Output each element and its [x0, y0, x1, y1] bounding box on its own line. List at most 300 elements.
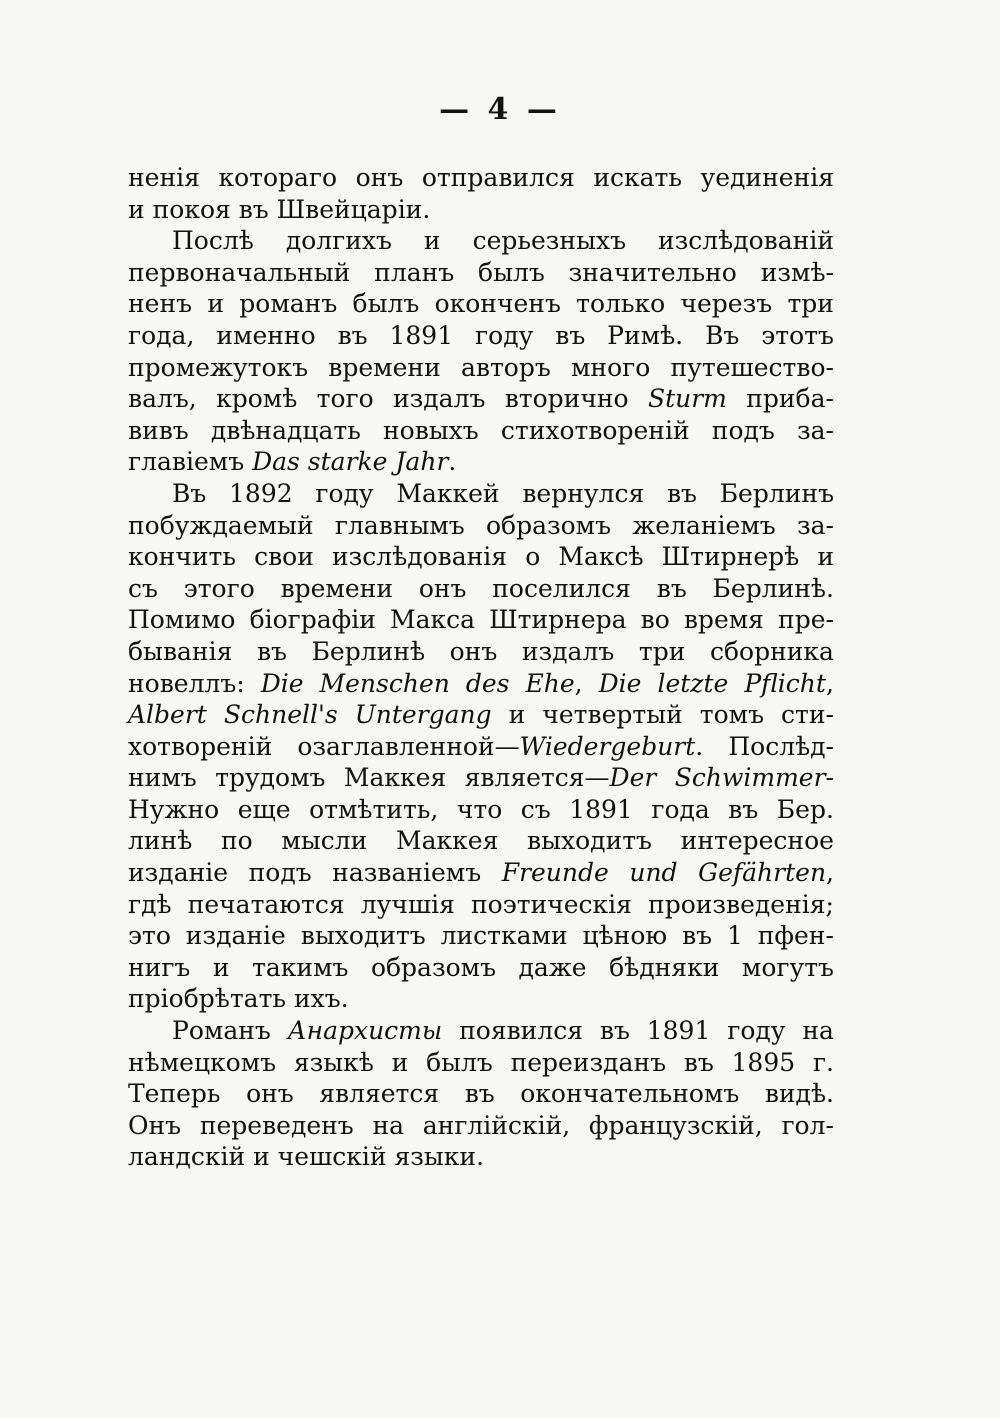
text: окончательномъ	[520, 1079, 740, 1109]
word	[239, 288, 337, 320]
word	[328, 352, 440, 384]
italic-text: Freunde	[501, 858, 609, 888]
text: за-	[796, 415, 834, 445]
text: главнымъ	[334, 510, 465, 540]
text: озаглавленной—	[297, 731, 520, 761]
word	[301, 920, 426, 952]
text: въ	[683, 1047, 714, 1077]
word	[371, 952, 496, 984]
text: нигъ	[128, 952, 191, 982]
text: нимъ	[128, 763, 197, 793]
text: первоначальный	[128, 257, 351, 287]
italic-text: Sturm	[647, 384, 727, 414]
text: Маккей	[396, 478, 500, 508]
word	[705, 320, 739, 352]
word	[128, 794, 219, 826]
word	[502, 857, 609, 889]
text: году	[315, 478, 374, 508]
text: что	[456, 794, 503, 824]
text: много	[570, 352, 651, 382]
text: свои	[254, 542, 314, 572]
word	[641, 604, 670, 636]
word	[671, 352, 834, 384]
text: .	[695, 731, 704, 761]
word	[761, 257, 834, 289]
word	[252, 952, 348, 984]
word	[813, 1047, 834, 1079]
text: бѣдняки	[609, 952, 720, 982]
word	[128, 541, 236, 573]
text: только	[576, 289, 666, 319]
word	[684, 1047, 714, 1079]
text-line	[128, 794, 834, 826]
text: черезъ	[680, 289, 773, 319]
text: онъ	[355, 163, 404, 192]
word	[172, 225, 254, 257]
text-line	[128, 889, 834, 921]
text: Нужно	[128, 794, 220, 824]
word	[128, 320, 194, 352]
text-line	[128, 383, 834, 415]
text: уединенія	[700, 163, 834, 192]
text: Теперь	[128, 1079, 221, 1109]
word	[435, 288, 561, 320]
text: мысли	[281, 826, 368, 856]
text: въ	[256, 636, 287, 666]
word	[319, 1078, 439, 1110]
word	[286, 225, 392, 257]
word	[583, 920, 668, 952]
text: 1892	[229, 478, 293, 508]
word	[461, 352, 551, 384]
word	[701, 162, 834, 194]
text: Берлинѣ.	[712, 573, 834, 603]
word	[186, 920, 286, 952]
text-line	[128, 257, 834, 289]
word	[700, 699, 764, 731]
text: на	[802, 1016, 834, 1046]
text: три	[787, 289, 834, 319]
word	[761, 320, 834, 352]
word	[254, 541, 314, 573]
italic-text: Die	[598, 668, 642, 698]
word	[128, 889, 172, 921]
italic-text: Анархисты	[287, 1016, 443, 1046]
word	[525, 541, 540, 573]
text: изданіе	[185, 921, 286, 951]
word	[758, 920, 834, 952]
text: прибa-	[746, 384, 834, 414]
word	[221, 825, 253, 857]
text-line	[128, 1015, 834, 1047]
word	[332, 541, 507, 573]
text: Послѣ	[172, 226, 254, 256]
word	[128, 668, 245, 700]
word	[509, 699, 526, 731]
text: листками	[440, 921, 568, 951]
italic-text: Schnell's	[223, 700, 338, 730]
word	[356, 162, 404, 194]
text: онъ	[449, 636, 498, 666]
text: выходитъ	[527, 826, 652, 856]
text: подъ	[248, 858, 312, 888]
word	[128, 383, 197, 415]
word	[727, 1015, 785, 1047]
italic-text: Die	[260, 668, 304, 698]
word	[589, 1110, 763, 1142]
text-segment: и покоя въ Швейцаріи.	[128, 194, 431, 224]
text: подъ	[711, 415, 775, 445]
text: новеллъ:	[128, 668, 245, 698]
word	[781, 1110, 833, 1142]
text: промежутокъ	[128, 352, 309, 382]
text: этого	[183, 573, 255, 603]
text: время	[683, 605, 764, 635]
word	[261, 668, 304, 700]
word	[797, 510, 834, 542]
italic-text: Ehe	[525, 668, 575, 698]
text: по	[221, 826, 253, 856]
text: Штирнерѣ	[661, 542, 800, 572]
word	[781, 699, 834, 731]
text: г.	[812, 1047, 834, 1077]
text: Маккея	[396, 826, 499, 856]
word	[246, 1078, 294, 1110]
word	[742, 952, 834, 984]
text: Романъ	[172, 1016, 271, 1046]
word	[713, 573, 834, 605]
word	[215, 762, 325, 794]
text-segment: пріобрѣтать ихъ.	[128, 984, 349, 1014]
word	[629, 857, 677, 889]
text-line	[128, 857, 834, 889]
text-line	[128, 415, 834, 447]
text: желаніемъ	[632, 510, 776, 540]
word	[609, 952, 719, 984]
text: Въ	[172, 478, 207, 508]
text: линѣ	[128, 826, 193, 856]
text: и	[391, 1047, 409, 1077]
text-line	[128, 225, 834, 257]
text: Онъ	[128, 1110, 182, 1140]
word	[338, 320, 368, 352]
text: за-	[796, 510, 834, 540]
text: съ	[520, 794, 551, 824]
text-line	[128, 478, 834, 510]
word	[647, 1015, 711, 1047]
text: во	[640, 605, 670, 635]
text: въ	[337, 320, 368, 350]
text: въ	[464, 1079, 495, 1109]
word	[128, 699, 207, 731]
word	[128, 825, 192, 857]
word	[200, 1110, 354, 1142]
text: является	[319, 1079, 440, 1109]
text: французскій,	[588, 1110, 763, 1140]
text-segment: .	[448, 447, 457, 477]
text: быванія	[128, 636, 233, 666]
word	[466, 668, 510, 700]
text: изданіе	[128, 858, 229, 888]
text: Берлинъ	[719, 478, 834, 508]
text: названіемъ	[332, 858, 482, 888]
word	[128, 1110, 181, 1142]
text: 1891	[569, 794, 633, 824]
word	[128, 731, 272, 763]
word	[128, 573, 158, 605]
text: даже	[518, 952, 587, 982]
word	[390, 604, 475, 636]
word	[526, 668, 583, 700]
word	[607, 320, 683, 352]
text: времени	[280, 573, 394, 603]
word	[648, 383, 727, 415]
text: путешество-	[670, 352, 834, 382]
text: произведенія;	[648, 889, 834, 919]
text: 1895	[731, 1047, 796, 1077]
text-line	[128, 699, 834, 731]
word	[492, 573, 631, 605]
text: году	[727, 1016, 786, 1046]
text-line	[128, 604, 834, 636]
word	[128, 762, 197, 794]
text: является—	[464, 763, 610, 793]
text: и	[423, 226, 441, 256]
text: вернулся	[522, 478, 645, 508]
word	[128, 352, 308, 384]
word	[744, 668, 834, 700]
text: поэтическія	[471, 889, 632, 919]
word	[218, 162, 337, 194]
word	[778, 604, 834, 636]
word	[207, 288, 224, 320]
word	[681, 825, 834, 857]
word	[727, 920, 743, 952]
word	[128, 857, 228, 889]
word	[501, 415, 690, 447]
word	[732, 1047, 796, 1079]
text: Послѣд-	[728, 731, 834, 761]
text: онъ	[246, 1079, 294, 1109]
text: вторично	[504, 384, 629, 414]
text: такимъ	[252, 952, 349, 982]
word	[441, 920, 568, 952]
text: поселился	[492, 573, 631, 603]
text: авторъ	[460, 352, 551, 382]
text-line	[128, 162, 834, 194]
word	[657, 573, 687, 605]
text: ненія	[128, 163, 200, 192]
text: года,	[128, 320, 195, 350]
text: лучшія	[360, 889, 455, 919]
word	[471, 889, 632, 921]
text: издалъ	[521, 636, 615, 666]
word	[309, 794, 438, 826]
italic-text: Menschen	[319, 668, 450, 698]
word	[505, 383, 629, 415]
italic-text: letzte	[657, 668, 729, 698]
word	[297, 731, 703, 763]
word	[128, 257, 350, 289]
text-line	[128, 573, 834, 605]
word	[353, 288, 420, 320]
text: ,	[825, 668, 834, 698]
text: онъ	[418, 573, 467, 603]
text-line	[128, 952, 834, 984]
text: о	[525, 542, 541, 572]
word	[188, 889, 345, 921]
text: ненъ	[128, 289, 193, 319]
word	[658, 225, 834, 257]
text: планъ	[374, 257, 455, 287]
text: Помимо	[128, 605, 236, 635]
text: въ	[555, 320, 586, 350]
word	[684, 604, 764, 636]
word	[522, 478, 644, 510]
word	[802, 1015, 834, 1047]
word	[312, 636, 425, 668]
word	[320, 668, 450, 700]
text: именно	[216, 320, 316, 350]
word	[172, 478, 206, 510]
word	[520, 1078, 739, 1110]
text: три	[638, 636, 686, 666]
word	[389, 320, 453, 352]
text: переизданъ	[510, 1047, 667, 1077]
word	[216, 320, 315, 352]
text: значительно	[568, 257, 737, 287]
italic-text: und	[629, 858, 678, 888]
word	[632, 510, 775, 542]
word	[648, 889, 834, 921]
text-line	[128, 320, 834, 352]
text-line	[128, 1141, 834, 1173]
word	[527, 825, 652, 857]
text-line	[128, 541, 834, 573]
word	[332, 857, 481, 889]
text: серьезныхъ	[472, 226, 626, 256]
word	[489, 604, 626, 636]
word	[128, 636, 232, 668]
italic-text: Der	[609, 763, 657, 793]
text: года	[651, 794, 710, 824]
text: могутъ	[741, 952, 834, 982]
text: и	[508, 700, 526, 730]
text-line	[128, 288, 834, 320]
text: это	[128, 921, 171, 951]
word	[211, 415, 361, 447]
word	[511, 1047, 666, 1079]
word	[423, 1110, 570, 1142]
text: біографіи	[249, 605, 376, 635]
text: Въ	[705, 320, 740, 350]
word	[558, 541, 643, 573]
text: въ	[682, 921, 713, 951]
word	[393, 383, 485, 415]
italic-title: Das starke Jahr	[252, 447, 449, 477]
text: Маккея	[343, 763, 447, 793]
text: и	[207, 289, 224, 319]
italic-text: Gefährten	[698, 858, 827, 888]
word	[555, 320, 585, 352]
text: Римѣ.	[607, 320, 684, 350]
text: изслѣдованій	[657, 226, 834, 256]
word	[680, 288, 772, 320]
word	[465, 1078, 495, 1110]
text: кончить	[128, 542, 236, 572]
text: измѣ-	[760, 257, 834, 287]
word	[257, 636, 287, 668]
text: въ	[728, 794, 759, 824]
word	[355, 699, 492, 731]
text-line	[128, 731, 834, 763]
word	[797, 415, 834, 447]
text: былъ	[478, 257, 545, 287]
word	[667, 478, 697, 510]
word	[213, 952, 230, 984]
word	[720, 478, 834, 510]
word	[128, 1047, 276, 1079]
text: видѣ.	[764, 1079, 834, 1109]
text: того	[316, 384, 374, 414]
word	[777, 794, 834, 826]
word	[128, 952, 190, 984]
word	[374, 257, 454, 289]
word	[662, 541, 800, 573]
text: сти-	[781, 700, 834, 730]
italic-text: Untergang	[354, 700, 492, 730]
text: былъ	[352, 289, 420, 319]
word	[335, 510, 465, 542]
word	[128, 604, 235, 636]
text: -	[825, 763, 834, 793]
text: отправился	[421, 163, 575, 192]
italic-text: Wiedergeburt	[519, 731, 696, 761]
text: гол-	[781, 1110, 834, 1140]
word	[600, 1015, 630, 1047]
text: съ	[128, 573, 158, 603]
word	[521, 794, 551, 826]
word	[465, 762, 657, 794]
word	[288, 1015, 443, 1047]
word	[522, 636, 614, 668]
word	[250, 604, 376, 636]
text-line	[128, 510, 834, 542]
text: отмѣтить,	[309, 794, 439, 824]
word	[184, 573, 255, 605]
word	[128, 415, 189, 447]
word	[315, 478, 373, 510]
word	[478, 257, 545, 289]
word	[128, 510, 314, 542]
word	[396, 825, 498, 857]
text: хотвореній	[128, 731, 273, 761]
text: 1	[726, 921, 743, 951]
text: трудомъ	[215, 763, 326, 793]
word	[128, 162, 200, 194]
text: былъ	[426, 1047, 493, 1077]
word	[238, 794, 291, 826]
text-segment: ландскій и чешскій языки.	[128, 1142, 485, 1172]
word	[787, 288, 834, 320]
word	[817, 541, 834, 573]
word	[712, 415, 775, 447]
text: вивъ	[128, 415, 189, 445]
text-line	[128, 668, 834, 700]
text-line	[128, 446, 834, 478]
word	[698, 857, 834, 889]
text-line	[128, 1110, 834, 1142]
